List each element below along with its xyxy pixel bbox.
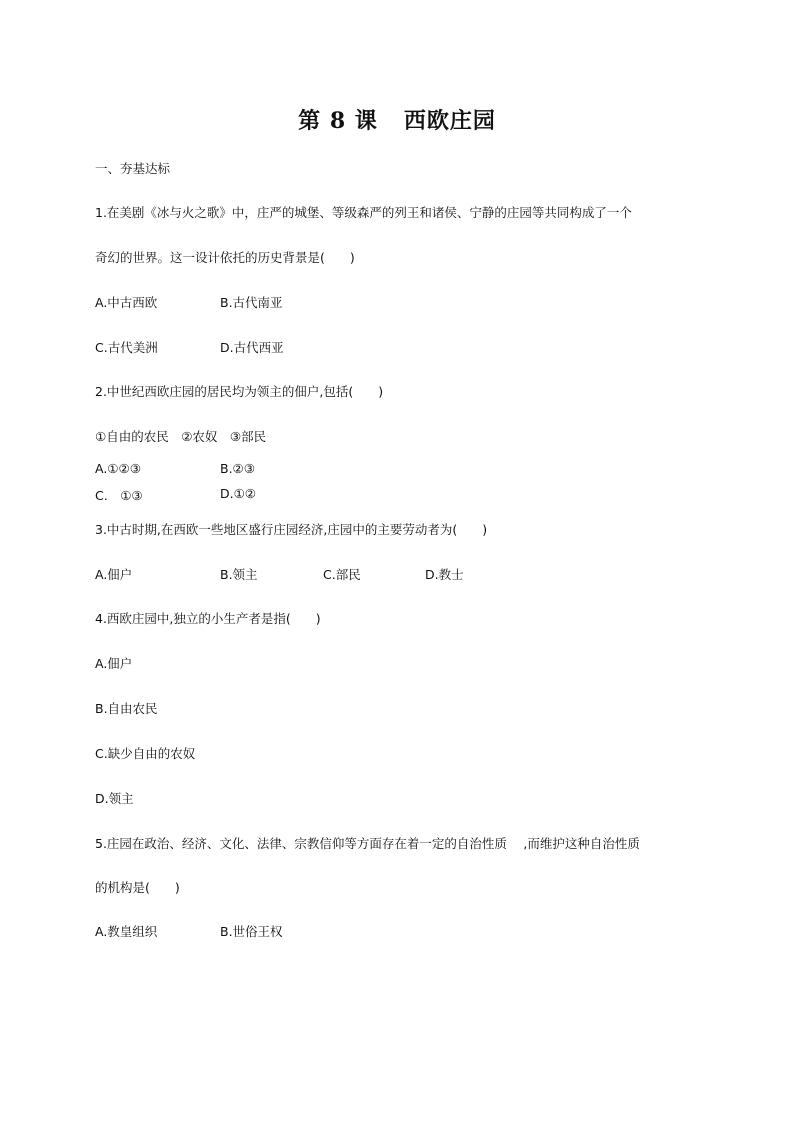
q4-option-b: B.自由农民 — [95, 701, 158, 716]
q2-items: ①自由的农民 ②农奴 ③部民 — [95, 429, 267, 444]
q3-option-d: D.教士 — [425, 567, 464, 582]
q5-option-a: A.教皇组织 — [95, 924, 158, 939]
q3-option-a: A.佃户 — [95, 567, 133, 582]
page-title — [0, 104, 794, 135]
q2-option-c: C. ①③ — [95, 488, 143, 503]
lesson-number: 第 8 课 — [298, 108, 378, 134]
q4-option-c: C.缺少自由的农奴 — [95, 746, 196, 761]
q3-option-b: B.领主 — [220, 567, 258, 582]
q1-stem-line2: 奇幻的世界。这一设计依托的历史背景是( ) — [95, 250, 355, 265]
lesson-name: 西欧庄园 — [403, 108, 496, 134]
section-heading: 一、夯基达标 — [95, 161, 171, 176]
q4-option-a: A.佃户 — [95, 656, 133, 671]
q1-stem-line1: 1.在美剧《冰与火之歌》中，庄严的城堡、等级森严的列王和诸侯、宁静的庄园等共同构成了一个 — [95, 205, 632, 220]
q2-option-a: A.①②③ — [95, 461, 141, 476]
q3-option-c: C.部民 — [323, 567, 361, 582]
q2-stem: 2.中世纪西欧庄园的居民均为领主的佃户,包括( ) — [95, 384, 384, 399]
q2-option-d: D.①② — [220, 486, 257, 501]
q1-option-c: C.古代美洲 — [95, 340, 158, 355]
q4-option-d: D.领主 — [95, 791, 134, 806]
q1-option-a: A.中古西欧 — [95, 295, 158, 310]
q5-stem-line1: 5.庄园在政治、经济、文化、法律、宗教信仰等方面存在着一定的自治性质 ,而维护这种自治性质 — [95, 836, 640, 851]
q4-stem: 4.西欧庄园中,独立的小生产者是指( ) — [95, 611, 321, 626]
q2-option-b: B.②③ — [220, 461, 255, 476]
q1-option-d: D.古代西亚 — [220, 340, 284, 355]
q1-option-b: B.古代南亚 — [220, 295, 283, 310]
q5-option-b: B.世俗王权 — [220, 924, 283, 939]
q3-stem: 3.中古时期,在西欧一些地区盛行庄园经济,庄园中的主要劳动者为( ) — [95, 522, 488, 537]
q5-stem-line2: 的机构是( ) — [95, 880, 180, 895]
